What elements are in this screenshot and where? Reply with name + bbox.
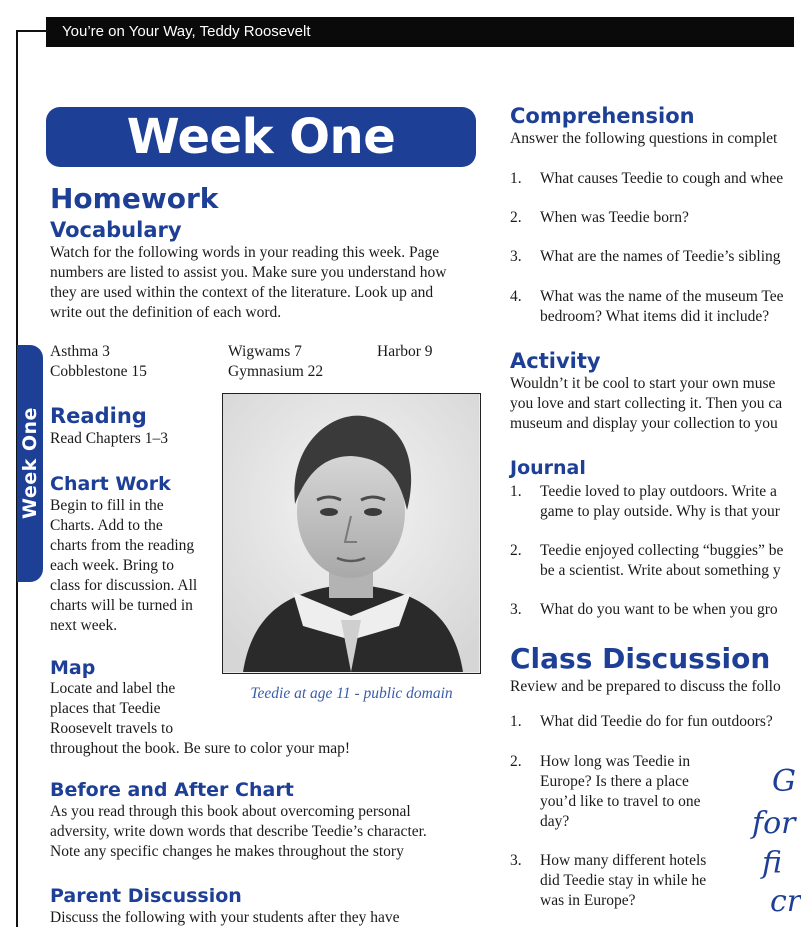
portrait-illustration	[223, 394, 479, 672]
text-line: Watch for the following words in your reading this week. Page	[50, 244, 440, 261]
vocab-word: Asthma 3	[50, 343, 110, 360]
text-line: write out the definition of each word.	[50, 304, 282, 321]
text-line: Charts. Add to the	[50, 517, 163, 534]
chart-work-heading: Chart Work	[50, 473, 171, 495]
journal-text	[540, 541, 783, 581]
vocab-word: Wigwams 7	[228, 343, 302, 360]
vocab-word: Harbor 9	[377, 343, 433, 360]
script-fragment: cr	[770, 884, 801, 919]
teedie-portrait-photo	[222, 393, 481, 674]
text-line: they are used within the context of the literature. Look up and	[50, 284, 434, 301]
book-title: You’re on Your Way, Teddy Roosevelt	[62, 23, 311, 40]
journal-heading: Journal	[510, 457, 586, 479]
question-item	[510, 169, 522, 189]
vocab-word: Cobblestone 15	[50, 363, 147, 380]
question-text: What causes Teedie to cough and whee	[540, 170, 784, 187]
question-number: 4.	[510, 288, 522, 305]
reading-text: Read Chapters 1–3	[50, 430, 168, 447]
text-line: As you read through this book about overcoming personal	[50, 803, 411, 820]
before-after-heading: Before and After Chart	[50, 779, 294, 801]
text-line: Note any specific changes he makes throughout the story	[50, 843, 404, 860]
journal-text	[540, 482, 780, 522]
question-number: 3.	[510, 248, 522, 265]
text-line: each week. Bring to	[50, 557, 174, 574]
text-line: throughout the book. Be sure to color your map!	[50, 740, 351, 757]
map-heading: Map	[50, 657, 96, 679]
text-line: next week.	[50, 617, 118, 634]
week-banner: Week One	[46, 107, 476, 167]
journal-number: 2.	[510, 542, 522, 559]
text-line: charts from the reading	[50, 537, 195, 554]
text-line: did Teedie stay in while he	[540, 872, 707, 889]
header-bar	[46, 17, 794, 47]
vocab-word: Gymnasium 22	[228, 363, 324, 380]
text-line: you’d like to travel to one	[540, 793, 701, 810]
journal-text: What do you want to be when you gro	[540, 601, 778, 618]
text-line: charts will be turned in	[50, 597, 193, 614]
frame-divider-top	[16, 30, 48, 32]
script-fragment: G	[772, 764, 796, 799]
text-line: What was the name of the museum Tee	[540, 288, 784, 305]
text-line: be a scientist. Write about something y	[540, 562, 781, 579]
text-line: places that Teedie	[50, 700, 161, 717]
script-fragment: fi	[762, 846, 783, 881]
side-week-tab-label: Week One	[19, 407, 41, 519]
text-line: game to play outside. Why is that your	[540, 503, 780, 520]
homework-heading: Homework	[50, 182, 219, 215]
question-text: When was Teedie born?	[540, 209, 689, 226]
question-text	[540, 287, 784, 327]
text-line: Locate and label the	[50, 680, 176, 697]
journal-number: 1.	[510, 483, 522, 500]
question-number: 1.	[510, 170, 522, 187]
discussion-text	[540, 851, 706, 911]
vocabulary-instructions	[50, 243, 446, 323]
activity-text	[510, 374, 782, 434]
text-line: adversity, write down words that describe Teedie’s character.	[50, 823, 427, 840]
discussion-number: 2.	[510, 753, 522, 770]
text-line: museum and display your collection to you	[510, 415, 778, 432]
parent-discussion-text: Discuss the following with your students after they have	[50, 909, 400, 926]
text-line: Begin to fill in the	[50, 497, 164, 514]
activity-heading: Activity	[510, 349, 601, 373]
text-line: was in Europe?	[540, 892, 636, 909]
comprehension-heading: Comprehension	[510, 104, 695, 128]
chart-work-text	[50, 496, 197, 636]
photo-caption: Teedie at age 11 - public domain	[250, 685, 453, 702]
question-number: 2.	[510, 209, 522, 226]
comprehension-intro: Answer the following questions in complet	[510, 130, 778, 147]
text-line: day?	[540, 813, 570, 830]
question-text: What are the names of Teedie’s sibling	[540, 248, 781, 265]
journal-number: 3.	[510, 601, 522, 618]
text-line: bedroom? What items did it include?	[540, 308, 770, 325]
discussion-number: 1.	[510, 713, 522, 730]
discussion-text: What did Teedie do for fun outdoors?	[540, 713, 773, 730]
text-line: How many different hotels	[540, 852, 707, 869]
text-line: you love and start collecting it. Then you ca	[510, 395, 783, 412]
text-line: Wouldn’t it be cool to start your own muse	[510, 375, 776, 392]
class-discussion-intro: Review and be prepared to discuss the follo	[510, 678, 781, 695]
text-line: Teedie enjoyed collecting “buggies” be	[540, 542, 784, 559]
map-text	[50, 679, 350, 759]
before-after-text	[50, 802, 427, 862]
text-line: Roosevelt travels to	[50, 720, 174, 737]
discussion-number: 3.	[510, 852, 522, 869]
discussion-text	[540, 752, 701, 832]
reading-heading: Reading	[50, 404, 147, 428]
parent-discussion-heading: Parent Discussion	[50, 885, 242, 907]
class-discussion-heading: Class Discussion	[510, 642, 771, 675]
text-line: Teedie loved to play outdoors. Write a	[540, 483, 777, 500]
vocabulary-heading: Vocabulary	[50, 218, 182, 242]
script-fragment: for	[752, 806, 796, 841]
text-line: How long was Teedie in	[540, 753, 691, 770]
text-line: class for discussion. All	[50, 577, 198, 594]
text-line: Europe? Is there a place	[540, 773, 689, 790]
text-line: numbers are listed to assist you. Make sure you understand how	[50, 264, 447, 281]
